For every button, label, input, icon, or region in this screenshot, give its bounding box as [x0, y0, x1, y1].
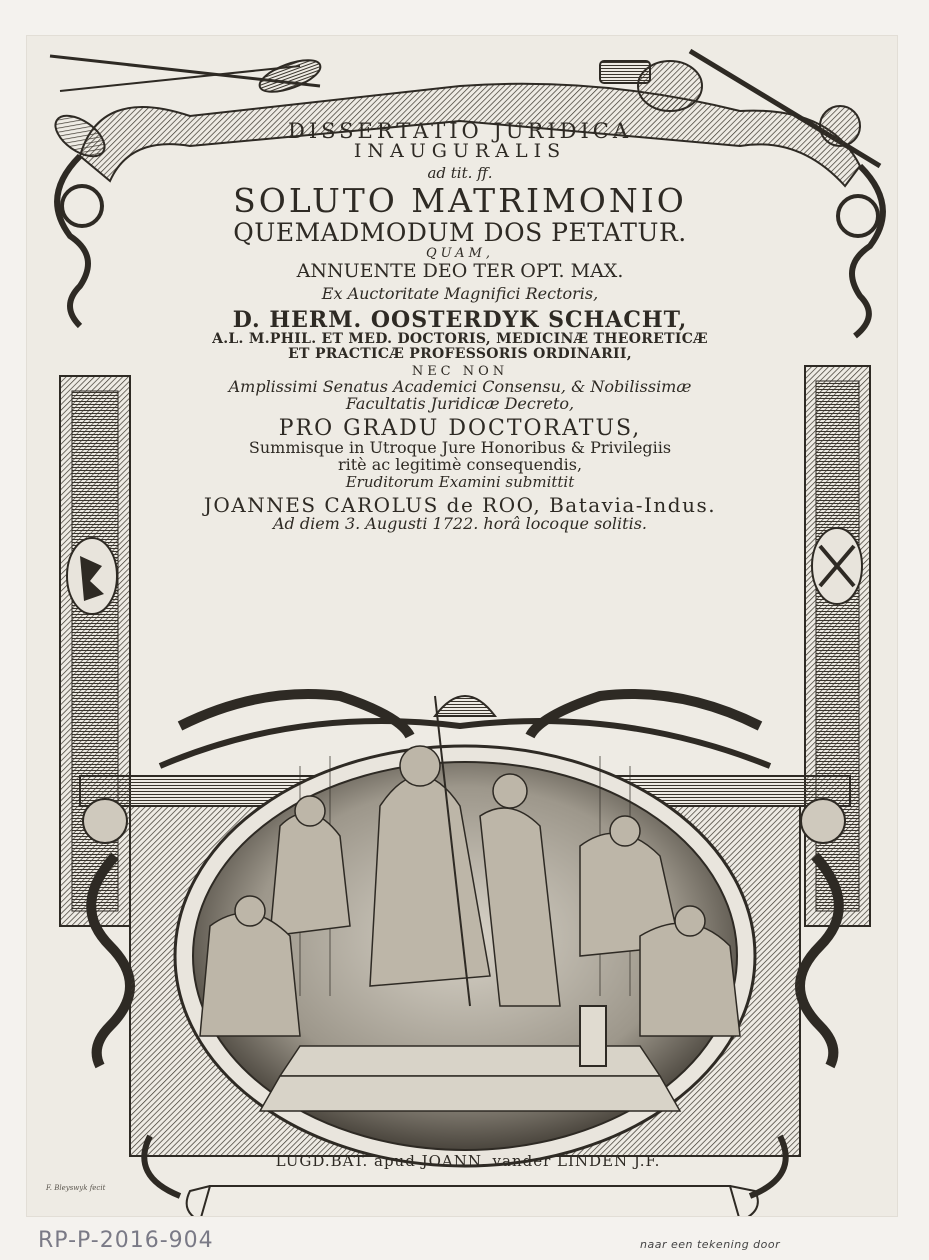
title-line-5: QUEMADMODUM DOS PETATUR.	[233, 218, 687, 248]
title-line-2: INAUGURALIS	[353, 140, 567, 163]
title-line-20: Ad diem 3. Augusti 1722. horâ locoque solitis.	[272, 514, 648, 534]
title-line-12: NEC NON	[411, 364, 509, 380]
title-line-14: Facultatis Juridicæ Decreto,	[345, 393, 575, 413]
title-line-3: ad tit. ff.	[427, 163, 493, 182]
title-page-text	[140, 120, 780, 533]
imprint-banner: LUGD.BAT. apud JOANN. vander LINDEN J.F.	[275, 1152, 661, 1170]
collection-number: RP-P-2016-904	[38, 1228, 214, 1253]
title-line-16: Summisque in Utroque Jure Honoribus & Privilegiis	[248, 437, 672, 457]
title-line-11: ET PRACTICÆ PROFESSORIS ORDINARII,	[288, 345, 632, 362]
title-line-13: Amplissimi Senatus Academici Consensu, & Nobilissimæ	[228, 377, 692, 397]
title-line-4: SOLUTO MATRIMONIO	[233, 180, 687, 220]
title-line-7: ANNUENTE DEO TER OPT. MAX.	[296, 260, 624, 283]
engraver-signature: F. Bleyswyk fecit	[46, 1184, 106, 1192]
title-line-19: JOANNES CAROLUS de ROO, Batavia-Indus.	[203, 493, 717, 518]
title-line-9: D. HERM. OOSTERDYK SCHACHT,	[232, 307, 688, 333]
title-line-17: ritè ac legitimè consequendis,	[337, 454, 583, 474]
title-line-1: DISSERTATIO JURIDICA	[288, 119, 632, 143]
title-line-15: PRO GRADU DOCTORATUS,	[278, 415, 642, 441]
title-line-6: QUAM,	[425, 245, 495, 261]
handwritten-note: naar een tekening door	[640, 1238, 781, 1251]
title-line-10: A.L. M.PHIL. ET MED. DOCTORIS, MEDICINÆ THEORETICÆ	[212, 331, 708, 348]
title-line-8: Ex Auctoritate Magnifici Rectoris,	[321, 284, 599, 304]
title-line-18: Eruditorum Examini submittit	[345, 473, 575, 492]
